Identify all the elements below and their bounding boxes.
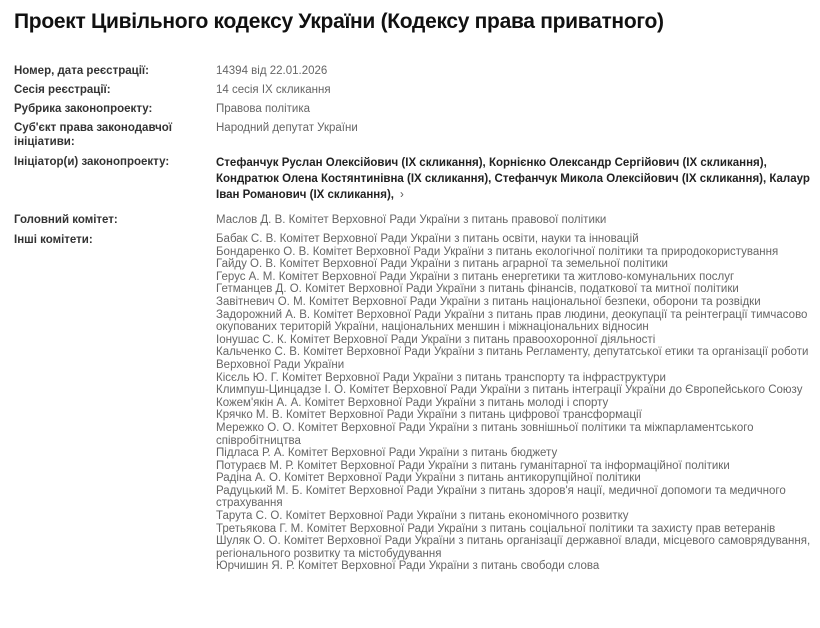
subject-row (14, 121, 814, 149)
committee-item: Тарута С. О. Комітет Верховної Ради України з питань економічного розвитку (216, 510, 629, 523)
chevron-right-icon[interactable]: › (399, 189, 404, 201)
bill-info (14, 64, 814, 578)
committee-item: Мережко О. О. Комітет Верховної Ради України з питань зовнішньої політики та міжпарламентського співробітництва (216, 421, 754, 447)
rubric-row (14, 102, 814, 116)
page-title: Проект Цивільного кодексу України (Кодексу права приватного) (14, 10, 664, 33)
initiators-label: Ініціатор(и) законопроекту: (14, 156, 170, 168)
rubric-value: Правова політика (216, 103, 311, 115)
main-committee-value: Маслов Д. В. Комітет Верховної Ради України з питань правової політики (216, 214, 607, 226)
session-value: 14 сесія IX скликання (216, 84, 331, 96)
committee-item: Кожем'якін А. А. Комітет Верховної Ради України з питань молоді і спорту (216, 396, 609, 409)
committee-item: Бабак С. В. Комітет Верховної Ради України з питань освіти, науки та інновацій (216, 233, 639, 245)
committee-item: Радуцький М. Б. Комітет Верховної Ради України з питань здоров'я нації, медичної допомоги та медичного страхування (216, 484, 786, 510)
subject-label: Суб'єкт права законодавчої ініціативи: (14, 122, 173, 148)
committee-item: Завітневич О. М. Комітет Верховної Ради України з питань національної безпеки, оборони та розвідки (216, 295, 761, 308)
committee-item: Юрчишин Я. Р. Комітет Верховної Ради України з питань свободи слова (216, 560, 600, 573)
other-committees-row (14, 233, 814, 573)
other-committees-list (216, 233, 814, 573)
committee-item: Гайду О. В. Комітет Верховної Ради України з питань аграрної та земельної політики (216, 258, 668, 271)
session-label: Сесія реєстрації: (14, 84, 111, 96)
committee-item: Бондаренко О. В. Комітет Верховної Ради України з питань екологічної політики та природокористування (216, 245, 779, 258)
registration-value: 14394 від 22.01.2026 (216, 65, 328, 77)
committee-item: Шуляк О. О. Комітет Верховної Ради України з питань організації державної влади, місцевого самоврядування, регіонального розвитку та містобудування (216, 535, 811, 560)
other-committees-label: Інші комітети: (14, 234, 93, 246)
committee-item: Кісєль Ю. Г. Комітет Верховної Ради України з питань транспорту та інфраструктури (216, 371, 666, 384)
subject-value: Народний депутат України (216, 122, 358, 134)
initiators-value (216, 155, 814, 203)
committee-item: Герус А. М. Комітет Верховної Ради України з питань енергетики та житлово-комунальних послуг (216, 270, 735, 283)
registration-row (14, 64, 814, 78)
committee-item: Задорожний А. В. Комітет Верховної Ради України з питань прав людини, деокупації та реінтеграції тимчасово окупованих територій України, національних меншин і міжнаціональних відносин (216, 308, 808, 334)
main-committee-label: Головний комітет: (14, 214, 118, 226)
committee-item: Климпуш-Цинцадзе І. О. Комітет Верховної Ради України з питань інтеграції України до Європейського Союзу (216, 384, 803, 397)
initiators-list: Стефанчук Руслан Олексійович (IX скликання), Корнієнко Олександр Сергійович (IX скликання), Кондратюк Олена Костянтинівна (IX скликання), Стефанчук Микола Олексійович (IX скликання), Калаур Іван Романович (IX скликання), (216, 157, 810, 201)
main-committee-row (14, 213, 814, 227)
rubric-label: Рубрика законопроекту: (14, 103, 153, 115)
registration-label: Номер, дата реєстрації: (14, 65, 149, 77)
committee-item: Іонушас С. К. Комітет Верховної Ради України з питань правоохоронної діяльності (216, 333, 656, 346)
committee-item: Крячко М. В. Комітет Верховної Ради України з питань цифрової трансформації (216, 409, 642, 422)
initiators-row (14, 155, 814, 203)
committee-item: Третьякова Г. М. Комітет Верховної Ради України з питань соціальної політики та захисту прав ветеранів (216, 522, 776, 535)
committee-item: Кальченко С. В. Комітет Верховної Ради України з питань Регламенту, депутатської етики та організації роботи Верховної Ради України (216, 346, 809, 371)
committee-item: Потураєв М. Р. Комітет Верховної Ради України з питань гуманітарної та інформаційної політики (216, 459, 730, 472)
committee-item: Гетманцев Д. О. Комітет Верховної Ради України з питань фінансів, податкової та митної політики (216, 283, 739, 296)
committee-item: Підласа Р. А. Комітет Верховної Ради України з питань бюджету (216, 447, 558, 460)
session-row (14, 83, 814, 97)
committee-item: Радіна А. О. Комітет Верховної Ради України з питань антикорупційної політики (216, 472, 641, 485)
